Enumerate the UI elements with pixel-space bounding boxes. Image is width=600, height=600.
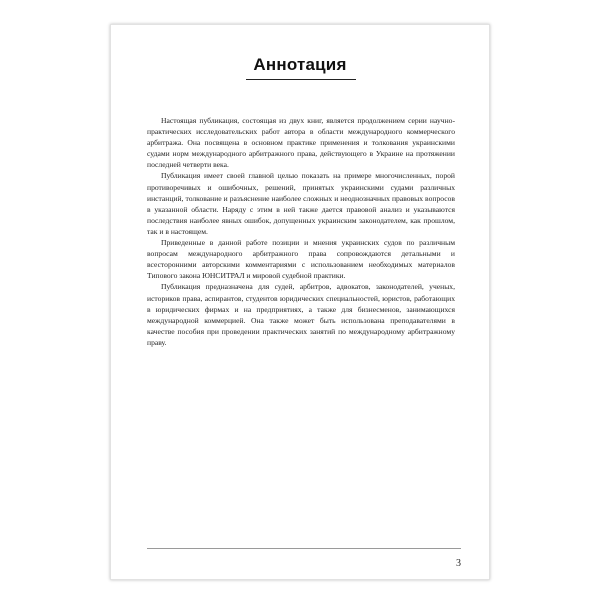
annotation-body xyxy=(147,115,455,348)
paragraph-4: Публикация предназначена для судей, арбитров, адвокатов, законодателей, ученых, историков права, аспирантов, студентов юридических специальностей, юристов, работающих в юридических фирмах и на предприятиях, а также для бизнесменов, занимающихся международной коммерцией. Она также может быть использована преподавателями в качестве пособия при проведении практических занятий по международному арбитражному праву. xyxy=(147,282,455,347)
book-page xyxy=(110,24,490,580)
paragraph-3: Приведенные в данной работе позиции и мнения украинских судов по различным вопросам международного арбитражного права сопровождаются детальными и всесторонними авторскими комментариями с использованием необходимых материалов Типового закона ЮНСИТРАЛ и мировой судебной практики. xyxy=(147,238,455,281)
footer-divider xyxy=(147,548,461,549)
title-underline xyxy=(246,79,356,80)
paragraph-2: Публикация имеет своей главной целью показать на примере многочисленных, порой противоречивых и ошибочных, решений, принятых украинскими судами различных инстанций, толкование и разъяснение наиболее сложных и неоднозначных правовых вопросов в указанной области. Наряду с этим в ней также дается правовой анализ и указываются последствия наиболее явных ошибок, допущенных украинским законодателем, как прошлом, так и в настоящем. xyxy=(147,171,455,236)
paragraph-1: Настоящая публикация, состоящая из двух книг, является продолжением серии научно-практических исследовательских работ автора в области международного коммерческого арбитража. Она посвящена в основном практике применения и толкования украинскими судами норм международного арбитражного права, действующего в Украине на протяжении последней четверти века. xyxy=(147,116,455,170)
page-number: 3 xyxy=(456,558,461,569)
page-title: Аннотация xyxy=(253,55,347,74)
